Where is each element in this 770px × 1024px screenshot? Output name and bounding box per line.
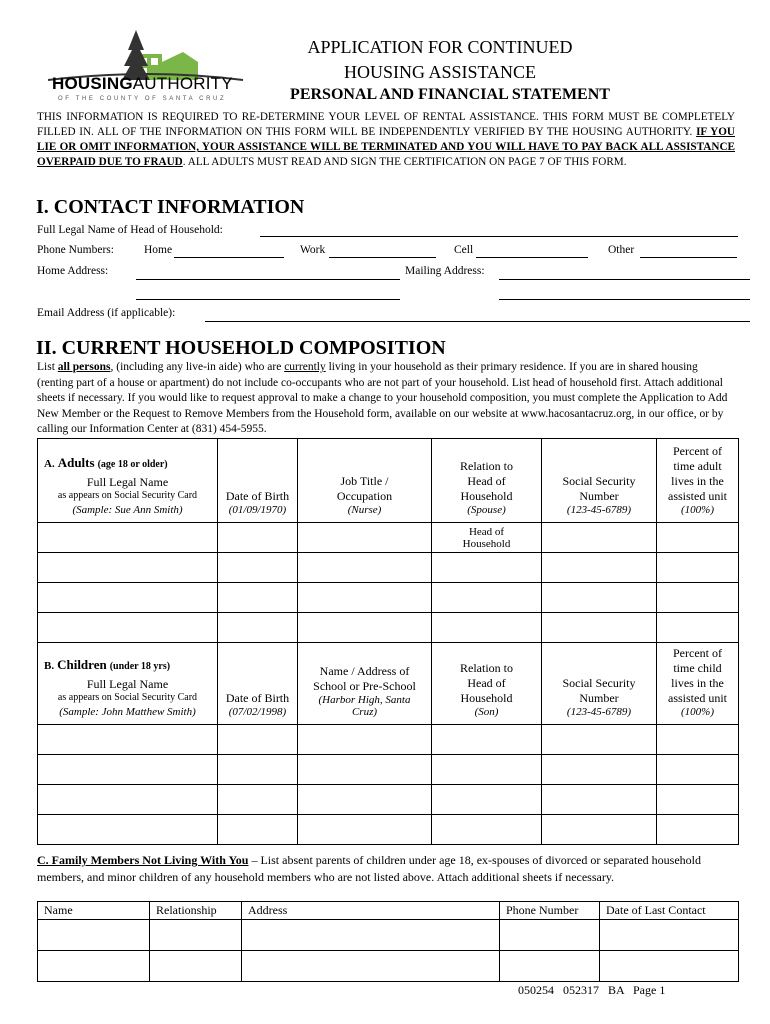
logo-subtitle: OF THE COUNTY OF SANTA CRUZ [58, 96, 227, 102]
children-row[interactable] [38, 725, 739, 755]
mailing-address-label: Mailing Address: [405, 265, 485, 277]
section-1-heading: I. CONTACT INFORMATION [36, 196, 305, 218]
adults-ssn-header: Social Security Number (123-45-6789) [542, 439, 657, 523]
family-col-last-contact: Date of Last Contact [600, 902, 739, 920]
work-phone-field[interactable] [329, 257, 436, 258]
title-line-1: APPLICATION FOR CONTINUED [307, 37, 573, 57]
children-dob-header: Date of Birth (07/02/1998) [218, 643, 298, 725]
cell-phone-label: Cell [454, 244, 474, 256]
children-header-row [38, 643, 739, 725]
children-row[interactable] [38, 785, 739, 815]
home-address-field-2[interactable] [136, 299, 400, 300]
family-header-row [38, 902, 739, 920]
adults-row[interactable] [38, 613, 739, 643]
adults-row[interactable] [38, 583, 739, 613]
family-col-address: Address [242, 902, 500, 920]
adults-row[interactable] [38, 523, 739, 553]
adults-name-header: A. Adults (age 18 or older) Full Legal Name as appears on Social Security Card (Sample: Sue Ann Smith) [38, 439, 218, 523]
full-name-label: Full Legal Name of Head of Household: [37, 224, 223, 236]
email-label: Email Address (if applicable): [37, 307, 176, 319]
family-row[interactable] [38, 920, 739, 951]
adults-row[interactable] [38, 553, 739, 583]
form-subtitle: PERSONAL AND FINANCIAL STATEMENT [290, 86, 610, 103]
children-row[interactable] [38, 815, 739, 845]
mailing-address-field-1[interactable] [499, 279, 750, 280]
mailing-address-field-2[interactable] [499, 299, 750, 300]
adults-dob-header: Date of Birth (01/09/1970) [218, 439, 298, 523]
cell-phone-field[interactable] [476, 257, 588, 258]
adults-table [37, 438, 739, 643]
adults-header-row [38, 439, 739, 523]
home-address-label: Home Address: [37, 265, 109, 277]
head-of-household-cell: Head of Household [432, 523, 542, 553]
adults-job-header: Job Title / Occupation (Nurse) [298, 439, 432, 523]
title-line-2: HOUSING ASSISTANCE [343, 62, 537, 82]
children-relation-header: Relation to Head of Household (Son) [432, 643, 542, 725]
adults-percent-header: Percent of time adult lives in the assisted unit (100%) [657, 439, 739, 523]
family-col-phone: Phone Number [500, 902, 600, 920]
other-phone-label: Other [608, 244, 635, 256]
family-members-instructions: C. Family Members Not Living With You – List absent parents of children under age 18, ex-spouses of divorced or separated household members, and minor children of any household members who are not listed above. Attach additional sheets if necessary. [37, 853, 701, 884]
adults-relation-header: Relation to Head of Household (Spouse) [432, 439, 542, 523]
phone-numbers-label: Phone Numbers: [37, 244, 114, 256]
home-phone-label: Home [144, 244, 173, 256]
section-2-heading: II. CURRENT HOUSEHOLD COMPOSITION [36, 337, 446, 359]
family-members-table [37, 901, 739, 982]
children-row[interactable] [38, 755, 739, 785]
full-name-field[interactable] [260, 236, 738, 237]
family-row[interactable] [38, 951, 739, 982]
intro-paragraph: THIS INFORMATION IS REQUIRED TO RE-DETERMINE YOUR LEVEL OF RENTAL ASSISTANCE. THIS FORM MUST BE COMPLETELY FILLED IN. ALL OF THE INFORMATION ON THIS FORM WILL BE INDEPENDENTLY VERIFIED BY THE HOUSING AUTHORITY. IF YOU LIE OR OMIT INFORMATION, YOUR ASSISTANCE WILL BE TERMINATED AND YOU WILL HAVE TO PAY BACK ALL ASSISTANCE OVERPAID DUE TO FRAUD. ALL ADULTS MUST READ AND SIGN THE CERTIFICATION ON PAGE 7 OF THIS FORM. [37, 111, 736, 168]
children-table [37, 642, 739, 845]
family-col-relationship: Relationship [150, 902, 242, 920]
work-phone-label: Work [300, 244, 326, 256]
children-percent-header: Percent of time child lives in the assisted unit (100%) [657, 643, 739, 725]
logo-wordmark: HOUSINGAUTHORITY [52, 74, 233, 93]
household-instructions: List all persons, (including any live-in aide) who are currently living in your household as their primary residence. If you are in shared housing (renting part of a house or apartment) do not include co-occupants who are not part of your household. List head of household first. Attach additional sheets if necessary. If you would like to request approval to make a change to your household composition, you must complete the Application to Add New Member or the Request to Remove Members from the Household form, available on our website at www.hacosantacruz.org, in our office, or by calling our Information Center at (831) 454-5955. [37, 361, 728, 435]
page-footer: 050254 052317 BA Page 1 [518, 983, 666, 997]
children-ssn-header: Social Security Number (123-45-6789) [542, 643, 657, 725]
other-phone-field[interactable] [640, 257, 737, 258]
children-name-header: B. Children (under 18 yrs) Full Legal Name as appears on Social Security Card (Sample: John Matthew Smith) [38, 643, 218, 725]
home-phone-field[interactable] [174, 257, 284, 258]
children-school-header: Name / Address of School or Pre-School (Harbor High, Santa Cruz) [298, 643, 432, 725]
email-field[interactable] [205, 321, 750, 322]
family-col-name: Name [38, 902, 150, 920]
home-address-field-1[interactable] [136, 279, 400, 280]
